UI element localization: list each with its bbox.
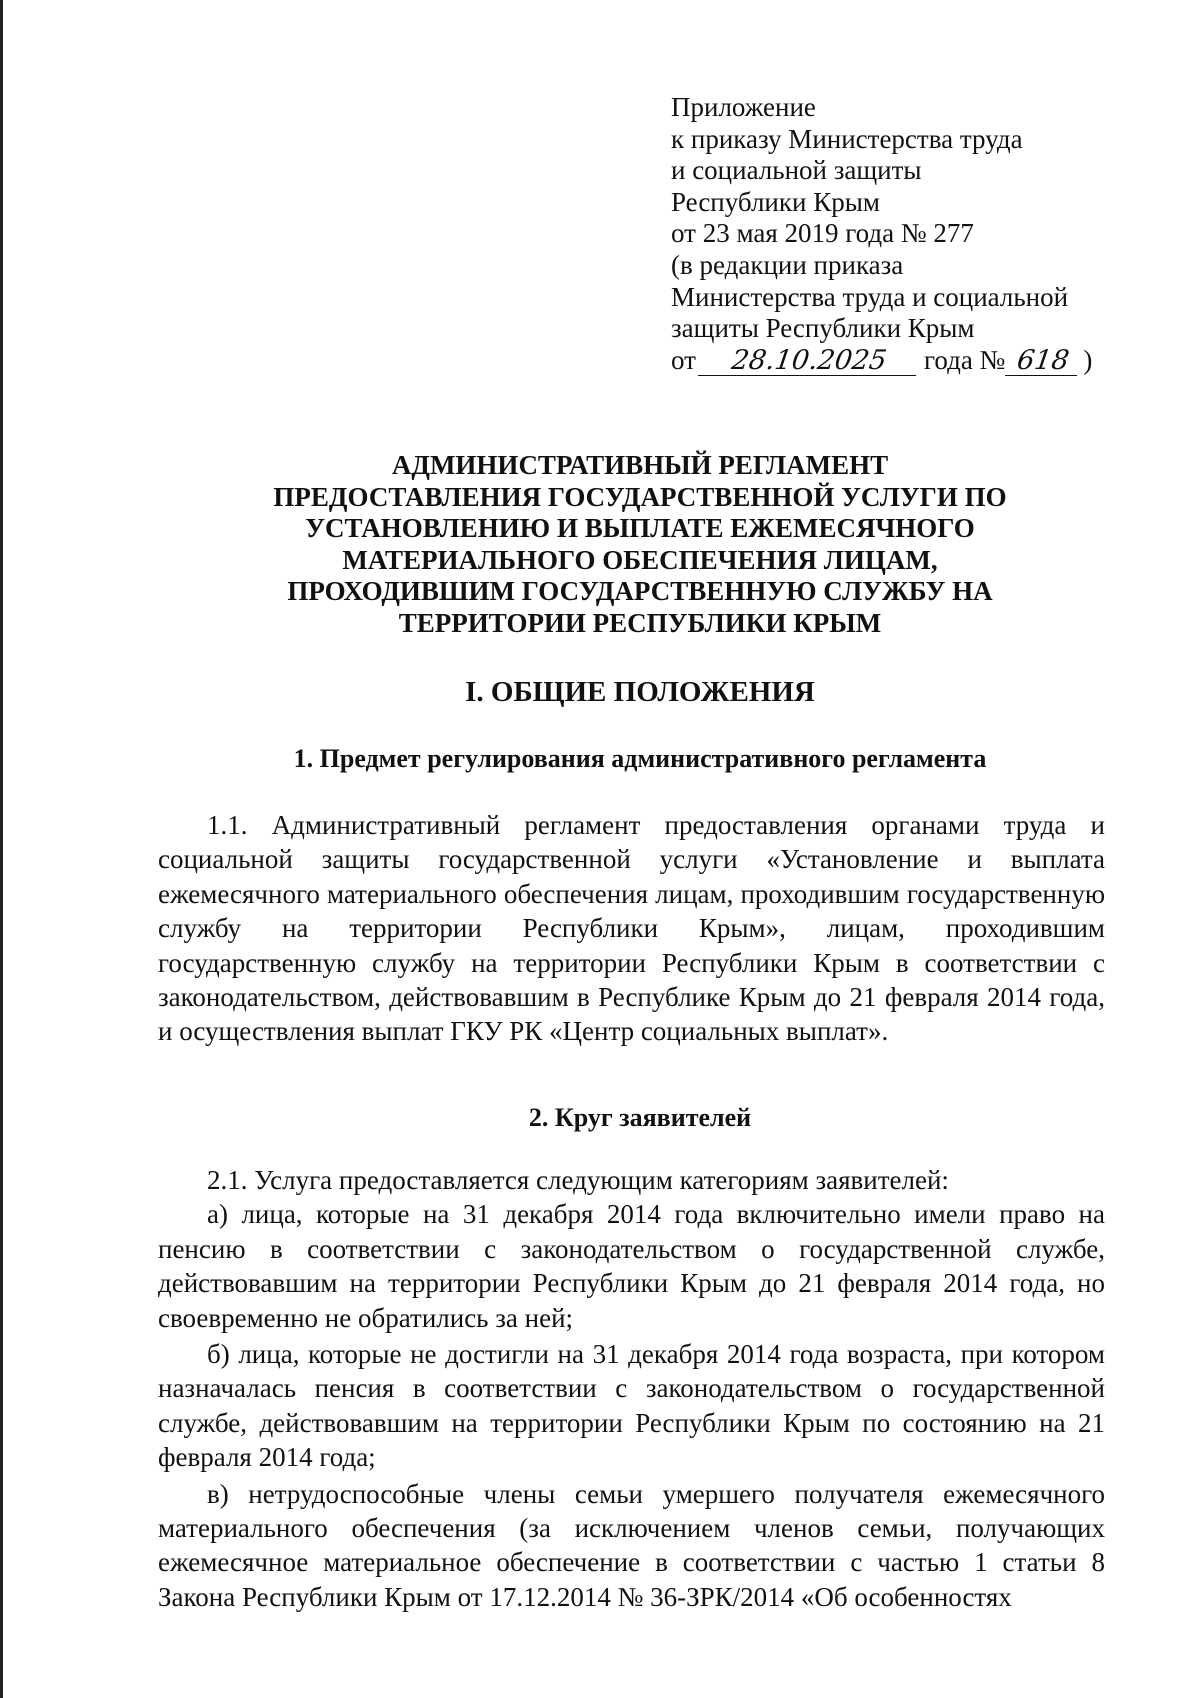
appendix-line: от 23 мая 2019 года № 277: [671, 218, 974, 249]
title-line: ПРОХОДИВШИМ ГОСУДАРСТВЕННУЮ СЛУЖБУ НА: [287, 576, 993, 606]
appendix-line: Республики Крым: [671, 186, 880, 217]
appendix-line: к приказу Министерства труда: [671, 123, 1023, 154]
scan-edge: [0, 0, 3, 1698]
list-item-a: а) лица, которые на 31 декабря 2014 года включительно имели право на пенсию в соответствии с законодательством о государственной службе, действовавшим на территории Республики Крым до 21 февраля 2014 года, но своевременно не обратились за ней;: [158, 1199, 1105, 1333]
appendix-line: и социальной защиты: [671, 155, 922, 186]
close-paren: ): [1083, 344, 1093, 375]
from-prefix: от: [671, 344, 696, 375]
handwritten-date: 28.10.2025: [698, 347, 920, 376]
appendix-line: Министерства труда и социальной: [671, 281, 1069, 312]
title-line: АДМИНИСТРАТИВНЫЙ РЕГЛАМЕНТ: [391, 450, 889, 480]
list-item-v: в) нетрудоспособные члены семьи умершего получателя ежемесячного материального обеспечения (за исключением членов семьи, получающих ежемесячное материальное обеспечение в соответствии с частью 1 статьи 8 Закона Республики Крым от 17.12.2014 № 36-ЗРК/2014 «Об особенностях: [158, 1478, 1105, 1612]
handwritten-order-number: 618: [1005, 347, 1081, 376]
title-line: ПРЕДОСТАВЛЕНИЯ ГОСУДАРСТВЕННОЙ УСЛУГИ ПО: [273, 481, 1007, 512]
year-number-label: года №: [923, 344, 1006, 375]
appendix-line: Приложение: [671, 92, 816, 122]
appendix-line: (в редакции приказа: [671, 249, 904, 280]
subsection-heading-applicants: 2. Круг заявителей: [528, 1103, 752, 1132]
paragraph-1-1: 1.1. Административный регламент предоставления органами труда и социальной защиты государственной услуги «Установление и выплата ежемесячного материального обеспечения лицам, проходившим государственную службу на территории Республики Крым», лицам, проходившим государственную службу на территории Республики Крым в соответствии с законодательством, действовавшим в Республике Крым до 21 февраля 2014 года, и осуществления выплат ГКУ РК «Центр социальных выплат».: [158, 810, 1105, 1047]
title-line: МАТЕРИАЛЬНОГО ОБЕСПЕЧЕНИЯ ЛИЦАМ,: [342, 544, 938, 575]
title-line: УСТАНОВЛЕНИЮ И ВЫПЛАТЕ ЕЖЕМЕСЯЧНОГО: [305, 513, 975, 543]
appendix-line: защиты Республики Крым: [671, 313, 975, 344]
subsection-heading-subject: 1. Предмет регулирования административного регламента: [293, 744, 987, 773]
paragraph-1-1-block: [158, 808, 1105, 1049]
document-title: [160, 450, 1120, 639]
applicants-list: [158, 1163, 1105, 1614]
paragraph-2-1: 2.1. Услуга предоставляется следующим категориям заявителей:: [207, 1165, 949, 1195]
section-heading-general: I. ОБЩИЕ ПОЛОЖЕНИЯ: [465, 676, 815, 708]
title-line: ТЕРРИТОРИИ РЕСПУБЛИКИ КРЫМ: [398, 607, 882, 638]
list-item-b: б) лица, которые не достигли на 31 декабря 2014 года возраста, при котором назначалась пенсия в соответствии с законодательством о государственной службе, действовавшим на территории Республики Крым по состоянию на 21 февраля 2014 года;: [158, 1339, 1105, 1473]
appendix-edition-line: [671, 345, 1141, 377]
appendix-block: [671, 92, 1141, 376]
